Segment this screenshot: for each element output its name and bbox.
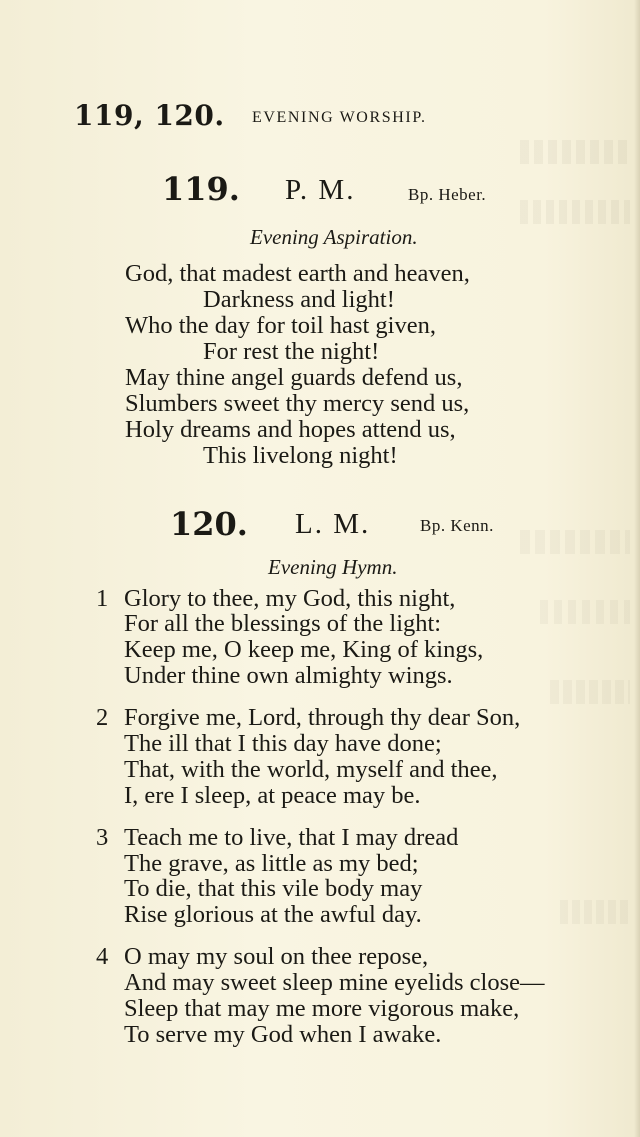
running-header-hymn-numbers: 119, 120. [74,99,225,132]
hymn-line: Darkness and light! [203,286,395,313]
hymn-line: Glory to thee, my God, this night, [124,585,456,612]
page-edge-shadow [634,0,640,1137]
hymn-line: May thine angel guards defend us, [125,364,463,391]
hymn-line: God, that madest earth and heaven, [125,260,470,287]
hymn-meter: L. M. [295,508,371,540]
hymn-author: Bp. Heber. [408,185,487,204]
hymn-line: For rest the night! [203,338,380,365]
running-header-section-title: EVENING WORSHIP. [252,109,427,126]
hymn-line: Teach me to live, that I may dread [124,824,459,851]
hymn-line: O may my soul on thee repose, [124,943,429,970]
verse-number: 1 [96,585,109,612]
hymn-line: To serve my God when I awake. [124,1021,442,1048]
hymn-line: The ill that I this day have done; [124,730,442,757]
hymn-line: Slumbers sweet thy mercy send us, [125,390,470,417]
hymn-line: Sleep that may me more vigorous make, [124,995,520,1022]
hymn-number: 120. [170,505,248,543]
hymn-line: Under thine own almighty wings. [124,662,453,689]
hymn-line: That, with the world, myself and thee, [124,756,498,783]
hymn-line: I, ere I sleep, at peace may be. [124,782,421,809]
hymn-line: Holy dreams and hopes attend us, [125,416,456,443]
hymn-author: Bp. Kenn. [420,516,494,535]
hymn-line: Rise glorious at the awful day. [124,901,422,928]
hymn-title: Evening Aspiration. [250,225,418,249]
hymn-line: Forgive me, Lord, through thy dear Son, [124,704,521,731]
hymn-title: Evening Hymn. [268,555,398,579]
verse-number: 3 [96,824,109,851]
hymn-line: To die, that this vile body may [124,875,423,902]
hymn-line: Who the day for toil hast given, [125,312,436,339]
hymn-line: For all the blessings of the light: [124,610,442,637]
hymn-line: The grave, as little as my bed; [124,850,419,877]
hymn-meter: P. M. [285,174,356,206]
verse-number: 4 [96,943,109,970]
hymn-line: Keep me, O keep me, King of kings, [124,636,484,663]
verse-number: 2 [96,704,109,731]
hymn-line: And may sweet sleep mine eyelids close— [124,969,545,996]
hymn-line: This livelong night! [203,442,398,469]
hymn-number: 119. [162,170,240,208]
